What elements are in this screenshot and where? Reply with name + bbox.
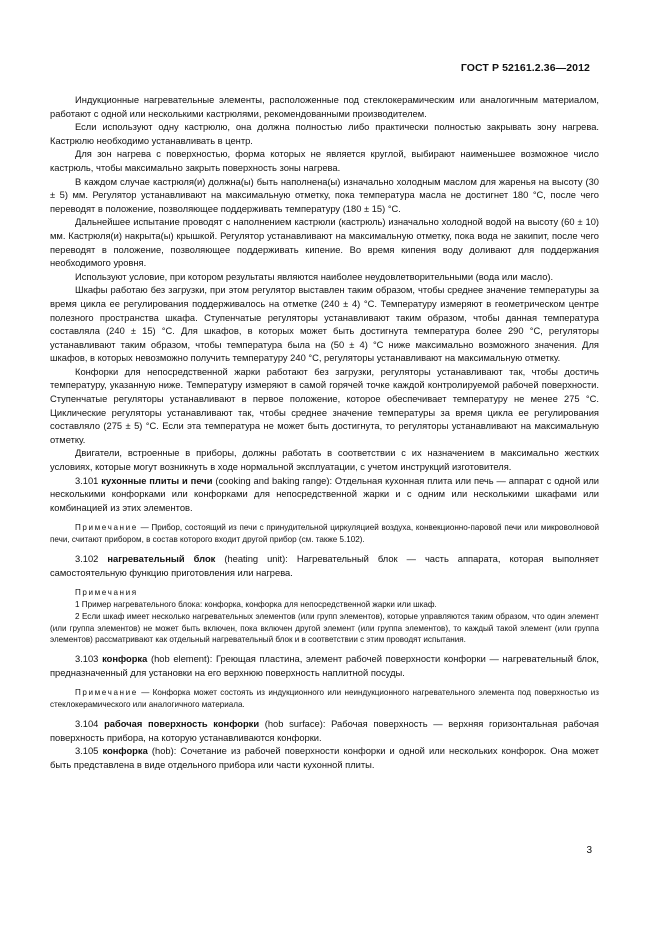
- definition-3-105: [50, 745, 599, 772]
- paragraph: Используют условие, при котором результаты являются наиболее неудовлетворительными (вода или масло).: [75, 271, 554, 282]
- paragraph: Конфорки для непосредственной жарки работают без загрузки, регуляторы устанавливают так, чтобы достичь температуру, указанную ниже. Температуру измеряют в самой горячей точке каждой контролируемой рабочей поверхности. Ступенчатые регуляторы устанавливают в первое положение, которое обеспечивает температуру не менее 275 °С. Циклические регуляторы устанавливают так, чтобы среднее значение температуры за время цикла ее регулирования составляло (275 ± 5) °С. Если эта температура не может быть достигнута, то регуляторы устанавливают на максимальную отметку.: [50, 366, 599, 445]
- paragraph: Дальнейшее испытание проводят с наполнением кастрюли (кастрюль) изначально холодной водой на высоту (60 ± 10) мм. Кастрюля(и) накрыта(ы) крышкой. Регулятор устанавливают на максимальную отметку, пока вода не закипит, после чего переводят в положение, позволяющее поддерживать кипение. Во время кипения воду доливают для поддержания необходимого уровня.: [50, 217, 599, 269]
- clause-number: 3.103: [75, 654, 99, 665]
- term: конфорка: [102, 654, 148, 665]
- note-item: 2 Если шкаф имеет несколько нагревательных элементов (или групп элементов), которые управляются таким образом, что один элемент (или группа элементов) не может быть включен, пока включен другой элемент (или группа элементов), то каждый такой элемент (или группа элементов) рассматривают как отдельный нагревательный блок и в соответствии с этим проводят испытания.: [50, 611, 599, 645]
- paragraph: Если используют одну кастрюлю, она должна полностью либо практически полностью закрывать зону нагрева. Кастрюлю необходимо устанавливать в центр.: [50, 122, 599, 146]
- note-item: 1 Пример нагревательного блока: конфорка, конфорка для непосредственной жарки или шкаф.: [75, 599, 437, 609]
- definition-text: (cooking and baking range): Отдельная кухонная плита или печь — аппарат с одной или несколькими конфорками или конфорками для непосредственной жарки и с одним или несколькими шкафами или комбинацией из этих элементов.: [50, 475, 599, 513]
- note-3-103: [50, 687, 599, 711]
- note-3-101: [50, 522, 599, 546]
- term: кухонные плиты и печи: [101, 475, 213, 486]
- paragraph: Двигатели, встроенные в приборы, должны работать в соответствии с их назначением в максимально жестких условиях, которые могут возникнуть в ходе нормальной эксплуатации, с учетом инструкций изготовителя.: [50, 448, 599, 473]
- term: нагревательный блок: [107, 554, 216, 564]
- paragraph: Шкафы работаю без загрузки, при этом регулятор выставлен таким образом, чтобы среднее значение температуры за время цикла ее регулирования поддерживалось на отметке (240 ± 4) °С. Температуру измеряют в геометрическом центре полезного пространства шкафа. Ступенчатые регуляторы устанавливают таким образом, чтобы данная температура составляла (240 ± 15) °С. Для шкафов, в которых может быть достигнута температура более 290 °С, регуляторы устанавливают таким образом, чтобы температура была на (50 ± 4) °С ниже максимально возможного значения. Для шкафов, в которых невозможно получить температуру 240 °С, регуляторы устанавливают на максимальную отметку.: [50, 285, 599, 364]
- note-label: Примечание: [75, 523, 138, 533]
- paragraph: В каждом случае кастрюля(и) должна(ы) быть наполнена(ы) изначально холодным маслом для жаренья на высоту (30 ± 5) мм. Регулятор устанавливают на максимальную отметку, пока температура масла не достигнет 180 °С, после чего переводят в положение, позволяющее поддерживать температуру (180 ± 15) °С.: [50, 176, 599, 214]
- document-body: [50, 94, 599, 772]
- note-label: Примечание: [75, 688, 138, 698]
- clause-number: 3.101: [75, 475, 99, 486]
- term: рабочая поверхность конфорки: [104, 718, 260, 729]
- definition-text: (hob): Сочетание из рабочей поверхности конфорки и одной или нескольких конфорок. Она может быть представлена в виде отдельного прибора или части кухонной плиты.: [50, 746, 599, 770]
- definition-text: (hob surface): Рабочая поверхность — верхняя горизонтальная рабочая поверхность прибора, на которую устанавливаются конфорки.: [50, 718, 599, 743]
- clause-number: 3.105: [75, 746, 99, 757]
- note-text: — Конфорка может состоять из индукционного или неиндукционного нагревательного элемента под поверхностью из стеклокерамического или аналогичного материала.: [50, 688, 599, 710]
- definition-text: (hob element): Греющая пластина, элемент рабочей поверхности конфорки — нагревательный блок, предназначенный для установки на его верхнюю поверхность наплитной посуды.: [50, 654, 599, 678]
- page-number: 3: [586, 845, 592, 856]
- definition-3-102: [50, 553, 599, 580]
- definition-3-103: [50, 653, 599, 680]
- definition-text: (heating unit): Нагревательный блок — часть аппарата, которая выполняет самостоятельную функцию приготовления или нагрева.: [50, 554, 599, 578]
- document-header: ГОСТ Р 52161.2.36—2012: [460, 62, 590, 74]
- note-text: — Прибор, состоящий из печи с принудительной циркуляцией воздуха, конвекционно-паровой печи или микроволновой печи, считают прибором, в состав которого входит другой прибор (см. также 5.102).: [50, 523, 599, 545]
- clause-number: 3.102: [75, 554, 99, 564]
- term: конфорка: [102, 746, 148, 757]
- notes-label: Примечания: [75, 588, 138, 598]
- definition-3-101: [50, 475, 599, 516]
- paragraph: Индукционные нагревательные элементы, расположенные под стеклокерамическим или аналогичным материалом, работают с одной или несколькими кастрюлями, рекомендованными производителем.: [50, 95, 599, 119]
- paragraph: Для зон нагрева с поверхностью, форма которых не является круглой, выбирают наименьшее возможное число кастрюль, чтобы максимально закрыть поверхность зоны нагрева.: [50, 149, 599, 173]
- clause-number: 3.104: [75, 718, 99, 729]
- definition-3-104: [50, 718, 599, 745]
